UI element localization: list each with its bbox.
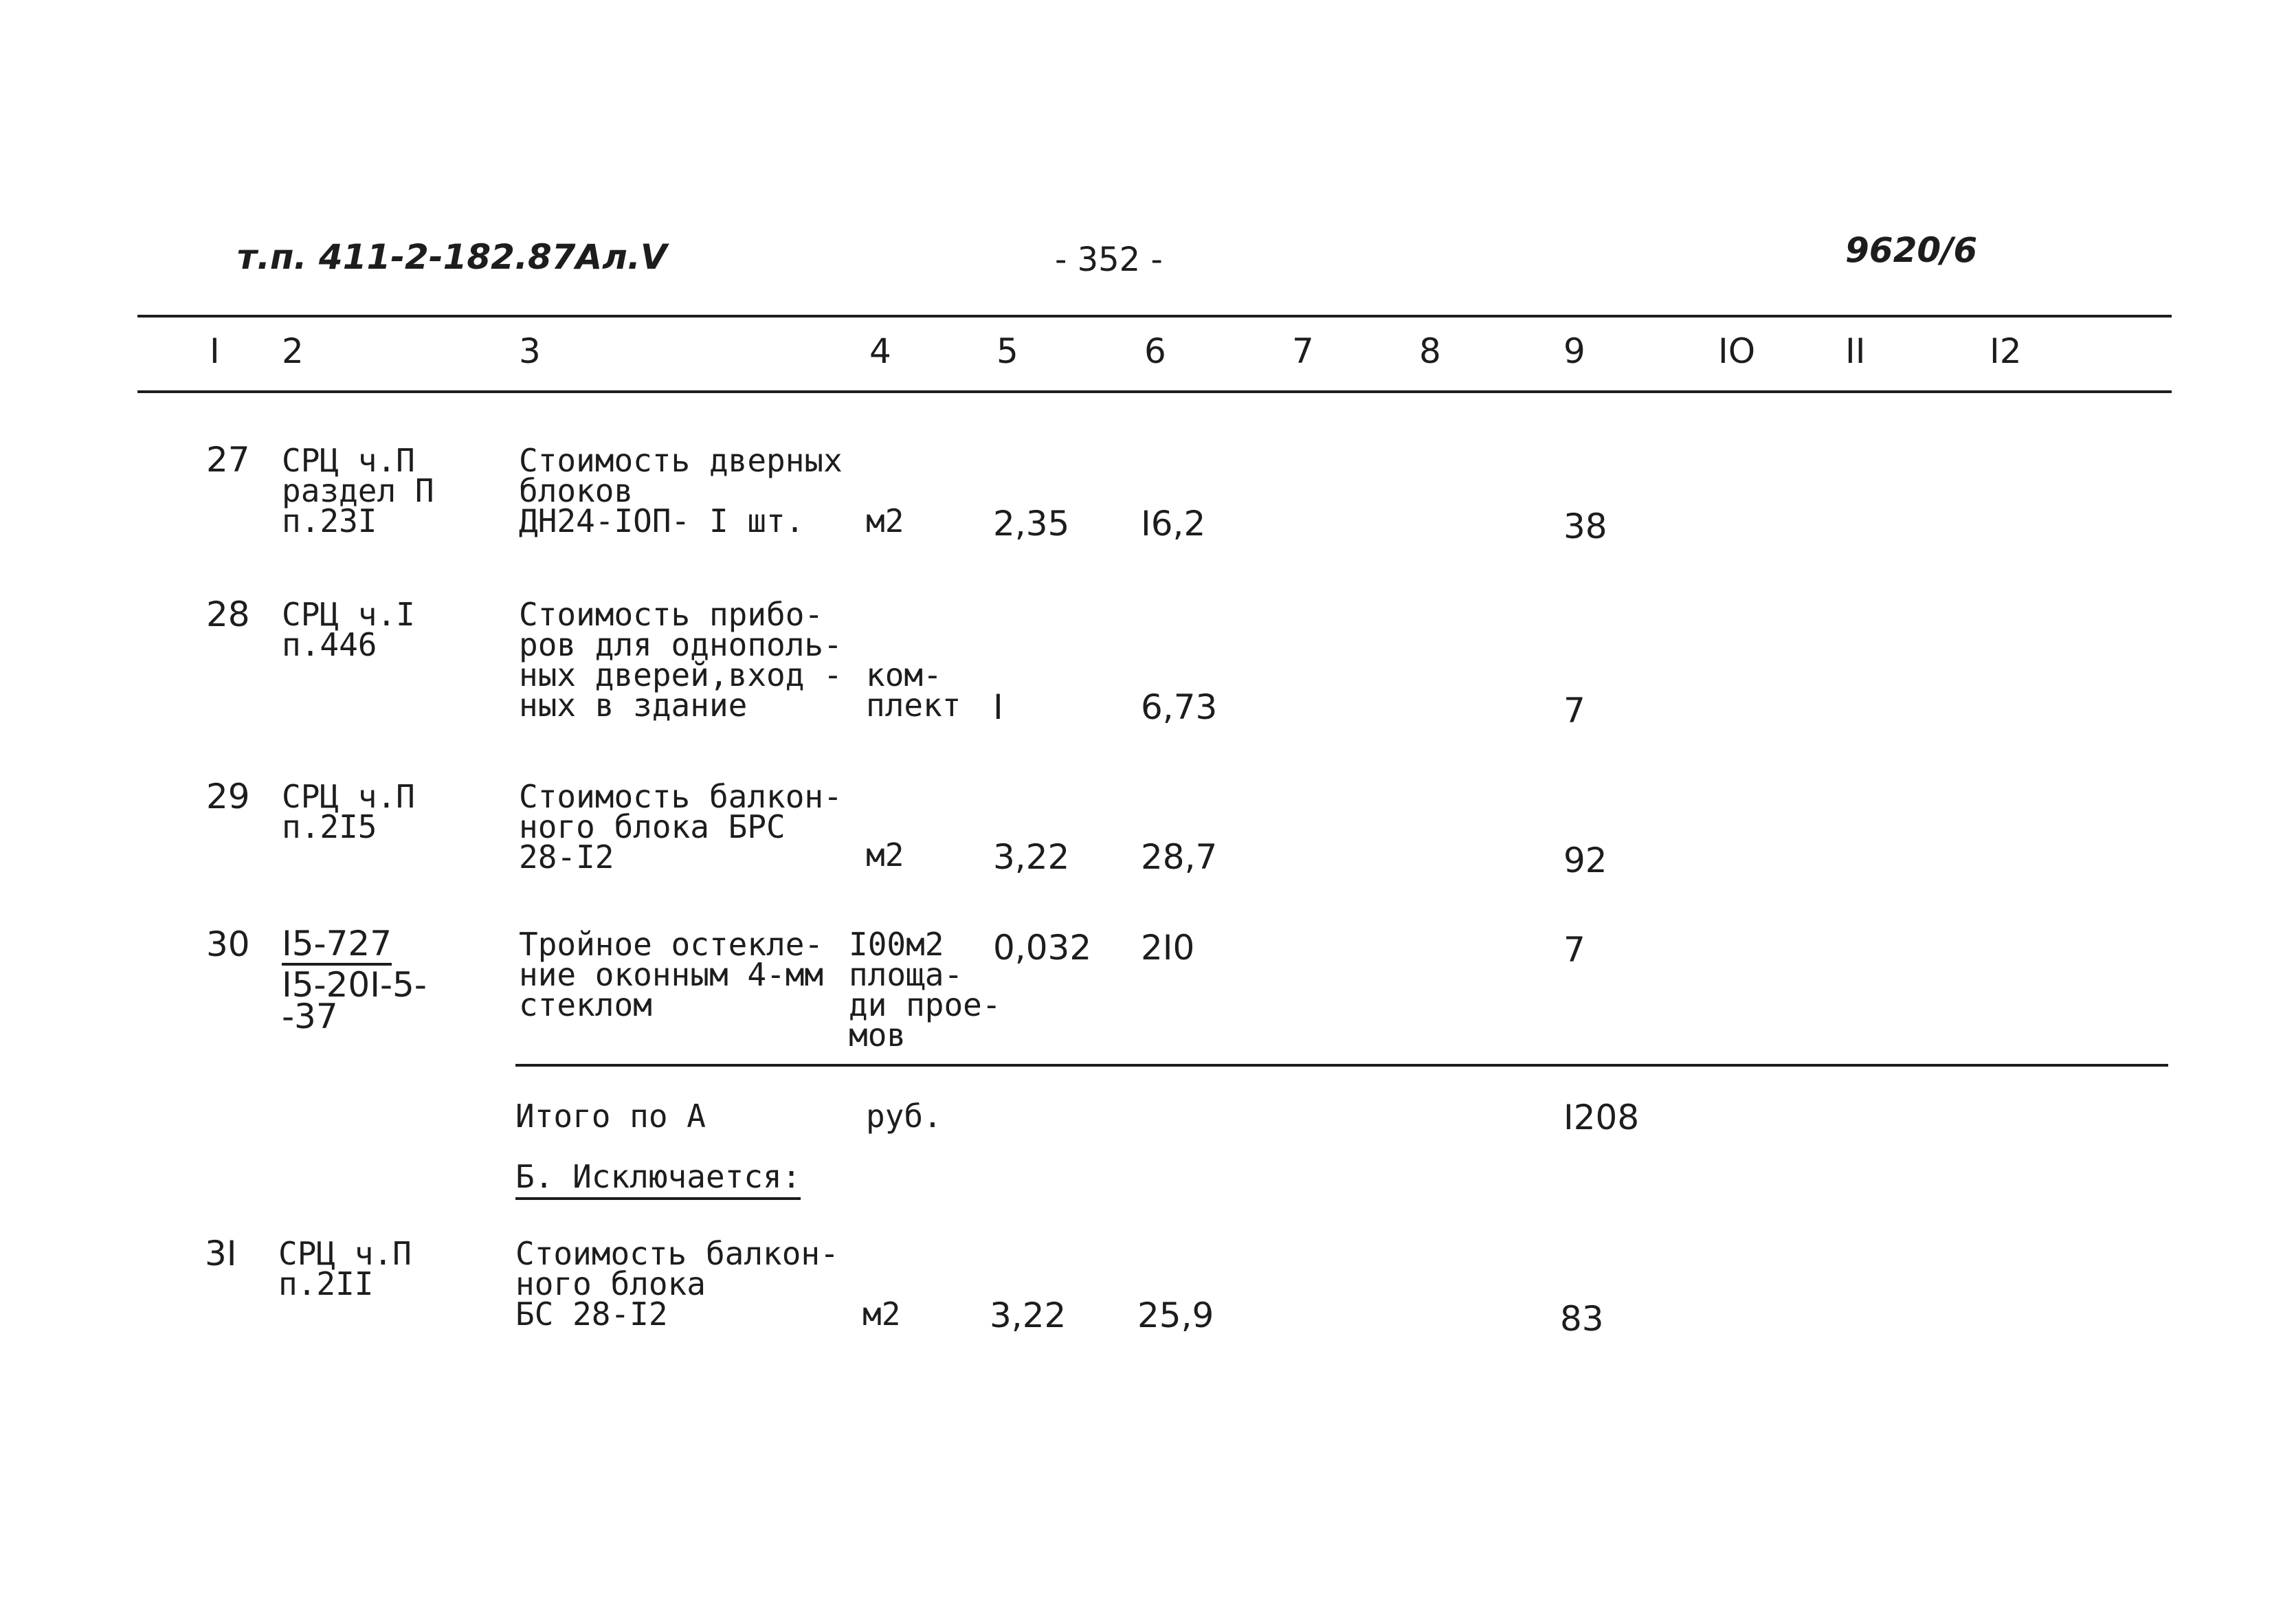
quantity: 3,22 <box>990 1295 1067 1335</box>
subtotal-label: Итого по А <box>515 1098 706 1135</box>
col-header-5: 5 <box>996 331 1018 371</box>
quantity: 2,35 <box>993 504 1070 544</box>
subtotal-unit: руб. <box>866 1098 942 1135</box>
col-header-7: 7 <box>1292 331 1314 371</box>
unit-price: 6,73 <box>1141 687 1218 727</box>
unit: м2 <box>862 1295 901 1333</box>
total: 38 <box>1563 507 1607 546</box>
col-header-1: I <box>210 331 220 371</box>
col-header-4: 4 <box>869 331 891 371</box>
row-number: 27 <box>206 440 250 480</box>
inventory-number: 9620/6 <box>1845 230 1978 270</box>
unit: ком- плект <box>866 656 961 724</box>
top-rule <box>137 315 2172 318</box>
unit-price: 25,9 <box>1137 1295 1214 1335</box>
col-header-9: 9 <box>1563 331 1585 371</box>
col-header-10: IO <box>1718 331 1756 371</box>
col-header-6: 6 <box>1144 331 1166 371</box>
unit-price: 28,7 <box>1141 837 1218 877</box>
col-header-3: 3 <box>519 331 541 371</box>
unit: I00м2 площа- ди прое- мов <box>849 926 1001 1054</box>
unit: м2 <box>866 836 904 874</box>
reference: СРЦ ч.I п.446 <box>282 596 415 663</box>
total: 92 <box>1563 841 1607 880</box>
quantity: 0,032 <box>993 928 1092 968</box>
reference: СРЦ ч.П п.2II <box>278 1235 412 1302</box>
col-header-2: 2 <box>282 331 304 371</box>
page-number: - 352 - <box>1055 241 1163 279</box>
description: Тройное остекле- ние оконным 4-мм стеклом <box>519 926 824 1023</box>
description: Стоимость прибо- ров для однополь- ных дверей,вход - ных в здание <box>519 596 843 724</box>
quantity: I <box>993 687 1003 727</box>
total: 7 <box>1563 691 1585 731</box>
row-number: 29 <box>206 777 250 816</box>
subtotal-total: I208 <box>1563 1098 1640 1137</box>
subtotal-rule <box>515 1064 2168 1067</box>
reference-numerator: I5-727 <box>282 924 392 966</box>
total: 7 <box>1563 930 1585 970</box>
col-header-8: 8 <box>1419 331 1441 371</box>
unit-price: I6,2 <box>1141 504 1206 544</box>
row-number: 30 <box>206 924 250 964</box>
description: Стоимость балкон- ного блока БРС 28-I2 <box>519 778 843 876</box>
reference-denominator: I5-20I-5- -37 <box>282 965 427 1036</box>
unit-price: 2I0 <box>1141 928 1195 968</box>
description: Стоимость балкон- ного блока БС 28-I2 <box>515 1235 839 1333</box>
description: Стоимость дверных блоков ДН24-IОП- I шт. <box>519 442 843 540</box>
total: 83 <box>1560 1299 1604 1339</box>
unit: м2 <box>866 502 904 540</box>
section-b-title: Б. Исключается: <box>515 1161 801 1200</box>
header-bottom-rule <box>137 390 2172 393</box>
reference: СРЦ ч.П п.2I5 <box>282 778 415 845</box>
reference: СРЦ ч.П раздел П п.23I <box>282 442 434 540</box>
row-number: 3I <box>205 1234 237 1273</box>
col-header-11: II <box>1845 331 1866 371</box>
row-number: 28 <box>206 594 250 634</box>
document-code: т.п. 411-2-182.87Ал.V <box>237 237 667 277</box>
col-header-12: I2 <box>1990 331 2022 371</box>
quantity: 3,22 <box>993 837 1070 877</box>
